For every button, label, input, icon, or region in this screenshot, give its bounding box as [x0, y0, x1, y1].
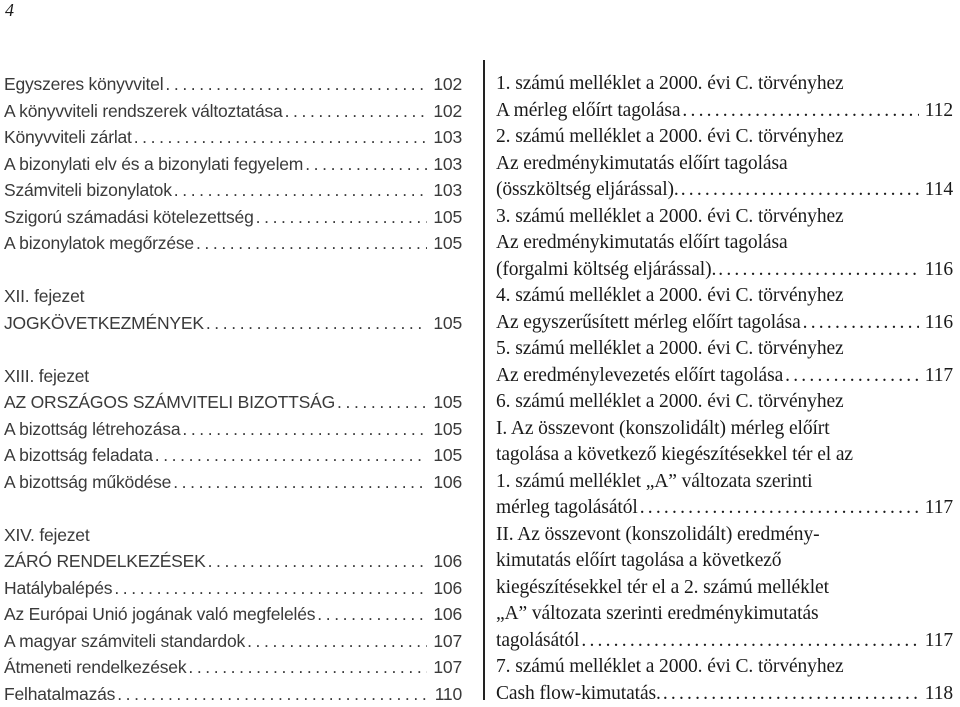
- toc-entry-page: 105: [427, 204, 462, 231]
- toc-entry-page: 107: [427, 628, 462, 655]
- dot-leader: [638, 495, 919, 522]
- toc-entry-title: Számviteli bizonylatok: [4, 177, 172, 204]
- blank-line: [4, 257, 462, 284]
- dot-leader: [186, 654, 427, 681]
- toc-entry[interactable]: [4, 98, 462, 125]
- toc-entry[interactable]: [4, 681, 462, 707]
- toc-entry-page: 103: [427, 124, 462, 151]
- dot-leader: [579, 628, 918, 655]
- blank-line: [4, 495, 462, 522]
- toc-entry-page: 117: [919, 363, 953, 390]
- toc-entry[interactable]: [496, 363, 953, 390]
- toc-entry-page: 105: [427, 230, 462, 257]
- blank-line: [4, 336, 462, 363]
- toc-heading-line: XIV. fejezet: [4, 522, 462, 549]
- toc-entry[interactable]: [496, 628, 953, 655]
- toc-heading-line: XIII. fejezet: [4, 363, 462, 390]
- dot-leader: [172, 177, 428, 204]
- toc-heading-line: Az eredménykimutatás előírt tagolása: [496, 230, 953, 257]
- toc-heading-line: kiegészítésekkel tér el a 2. számú melléklet: [496, 575, 953, 602]
- dot-leader: [303, 151, 427, 178]
- toc-entry[interactable]: [4, 548, 462, 575]
- toc-entry-title: Egyszeres könyvvitel: [4, 71, 163, 98]
- toc-entry-title: A bizottság működése: [4, 469, 171, 496]
- toc-entry-page: 105: [427, 310, 462, 337]
- toc-entry[interactable]: [4, 469, 462, 496]
- toc-entry-title: A magyar számviteli standardok: [4, 628, 245, 655]
- toc-entry-title: mérleg tagolásától: [496, 495, 638, 522]
- toc-right-column: [496, 71, 953, 707]
- toc-entry[interactable]: [496, 257, 953, 284]
- toc-entry[interactable]: [496, 310, 953, 337]
- toc-entry-page: 103: [427, 151, 462, 178]
- toc-entry-title: Szigorú számadási kötelezettség: [4, 204, 254, 231]
- toc-heading-line: „A” változata szerinti eredménykimutatás: [496, 601, 953, 628]
- toc-heading-line: II. Az összevont (konszolidált) eredmény-: [496, 522, 953, 549]
- toc-entry[interactable]: [4, 389, 462, 416]
- dot-leader: [153, 442, 428, 469]
- dot-leader: [132, 124, 428, 151]
- toc-entry-title: A bizottság létrehozása: [4, 416, 180, 443]
- toc-entry-title: A bizottság feladata: [4, 442, 153, 469]
- toc-entry[interactable]: [4, 416, 462, 443]
- toc-entry-title: A bizonylati elv és a bizonylati fegyelem: [4, 151, 303, 178]
- dot-leader: [680, 98, 918, 125]
- toc-entry[interactable]: [496, 681, 953, 707]
- dot-leader: [783, 363, 919, 390]
- dot-leader: [245, 628, 427, 655]
- toc-entry-page: 116: [919, 257, 953, 284]
- toc-entry[interactable]: [4, 575, 462, 602]
- dot-leader: [206, 548, 428, 575]
- toc-entry[interactable]: [4, 310, 462, 337]
- toc-entry[interactable]: [4, 177, 462, 204]
- toc-entry-page: 107: [427, 654, 462, 681]
- toc-entry[interactable]: [4, 230, 462, 257]
- toc-entry[interactable]: [4, 654, 462, 681]
- toc-entry-title: A könyvviteli rendszerek változtatása: [4, 98, 283, 125]
- toc-heading-line: 7. számú melléklet a 2000. évi C. törvényhez: [496, 654, 953, 681]
- toc-heading-line: 1. számú melléklet a 2000. évi C. törvényhez: [496, 71, 953, 98]
- toc-entry[interactable]: [4, 124, 462, 151]
- toc-entry[interactable]: [496, 177, 953, 204]
- dot-leader: [679, 177, 919, 204]
- toc-entry[interactable]: [496, 98, 953, 125]
- dot-leader: [180, 416, 427, 443]
- toc-entry-page: 102: [427, 71, 462, 98]
- toc-heading-line: 4. számú melléklet a 2000. évi C. törvényhez: [496, 283, 953, 310]
- toc-entry-page: 106: [427, 548, 462, 575]
- toc-entry-title: JOGKÖVETKEZMÉNYEK: [4, 310, 204, 337]
- toc-entry[interactable]: [4, 601, 462, 628]
- toc-heading-line: tagolása a következő kiegészítésekkel tér el az: [496, 442, 953, 469]
- dot-leader: [661, 681, 919, 707]
- toc-heading-line: kimutatás előírt tagolása a következő: [496, 548, 953, 575]
- toc-entry-title: AZ ORSZÁGOS SZÁMVITELI BIZOTTSÁG: [4, 389, 335, 416]
- toc-entry-page: 105: [427, 442, 462, 469]
- toc-entry[interactable]: [4, 71, 462, 98]
- toc-entry-page: 118: [919, 681, 953, 707]
- toc-entry[interactable]: [4, 628, 462, 655]
- dot-leader: [204, 310, 428, 337]
- toc-entry-title: A mérleg előírt tagolása: [496, 98, 680, 125]
- toc-entry-page: 117: [919, 628, 953, 655]
- toc-entry-title: Könyvviteli zárlat: [4, 124, 132, 151]
- dot-leader: [112, 575, 427, 602]
- toc-entry-title: (összköltség eljárással).: [496, 177, 679, 204]
- toc-heading-line: 2. számú melléklet a 2000. évi C. törvényhez: [496, 124, 953, 151]
- toc-entry-page: 106: [427, 575, 462, 602]
- dot-leader: [315, 601, 427, 628]
- toc-heading-line: 6. számú melléklet a 2000. évi C. törvényhez: [496, 389, 953, 416]
- toc-entry-page: 114: [919, 177, 953, 204]
- toc-entry-title: Cash flow-kimutatás.: [496, 681, 661, 707]
- toc-heading-line: XII. fejezet: [4, 283, 462, 310]
- toc-entry-page: 105: [427, 416, 462, 443]
- toc-entry-title: Hatálybalépés: [4, 575, 112, 602]
- toc-entry-title: Átmeneti rendelkezések: [4, 654, 186, 681]
- toc-entry-page: 103: [427, 177, 462, 204]
- toc-entry-title: tagolásától: [496, 628, 579, 655]
- toc-entry[interactable]: [496, 495, 953, 522]
- toc-entry-page: 110: [429, 681, 462, 707]
- toc-entry[interactable]: [4, 151, 462, 178]
- toc-entry-title: Az eredménylevezetés előírt tagolása: [496, 363, 783, 390]
- toc-entry-title: Felhatalmazás: [4, 681, 115, 707]
- toc-entry-title: ZÁRÓ RENDELKEZÉSEK: [4, 548, 206, 575]
- toc-heading-line: I. Az összevont (konszolidált) mérleg előírt: [496, 416, 953, 443]
- toc-heading-line: 5. számú melléklet a 2000. évi C. törvényhez: [496, 336, 953, 363]
- dot-leader: [163, 71, 427, 98]
- toc-entry-page: 112: [919, 98, 953, 125]
- toc-entry-page: 105: [427, 389, 462, 416]
- toc-heading-line: 1. számú melléklet „A” változata szerinti: [496, 469, 953, 496]
- toc-entry-page: 102: [427, 98, 462, 125]
- toc-entry-title: (forgalmi költség eljárással).: [496, 257, 716, 284]
- toc-left-column: [4, 71, 462, 707]
- toc-entry-page: 116: [919, 310, 953, 337]
- dot-leader: [716, 257, 918, 284]
- page-number: 4: [5, 0, 14, 20]
- dot-leader: [115, 681, 428, 707]
- toc-entry-page: 106: [427, 469, 462, 496]
- toc-entry-page: 117: [919, 495, 953, 522]
- dot-leader: [171, 469, 427, 496]
- dot-leader: [254, 204, 428, 231]
- dot-leader: [194, 230, 427, 257]
- toc-entry[interactable]: [4, 442, 462, 469]
- toc-heading-line: 3. számú melléklet a 2000. évi C. törvényhez: [496, 204, 953, 231]
- toc-entry-title: Az Európai Unió jogának való megfelelés: [4, 601, 315, 628]
- toc-entry-title: A bizonylatok megőrzése: [4, 230, 194, 257]
- toc-heading-line: Az eredménykimutatás előírt tagolása: [496, 151, 953, 178]
- column-divider: [483, 60, 485, 700]
- dot-leader: [335, 389, 427, 416]
- dot-leader: [801, 310, 919, 337]
- toc-entry-title: Az egyszerűsített mérleg előírt tagolása: [496, 310, 801, 337]
- dot-leader: [283, 98, 428, 125]
- toc-entry[interactable]: [4, 204, 462, 231]
- toc-entry-page: 106: [427, 601, 462, 628]
